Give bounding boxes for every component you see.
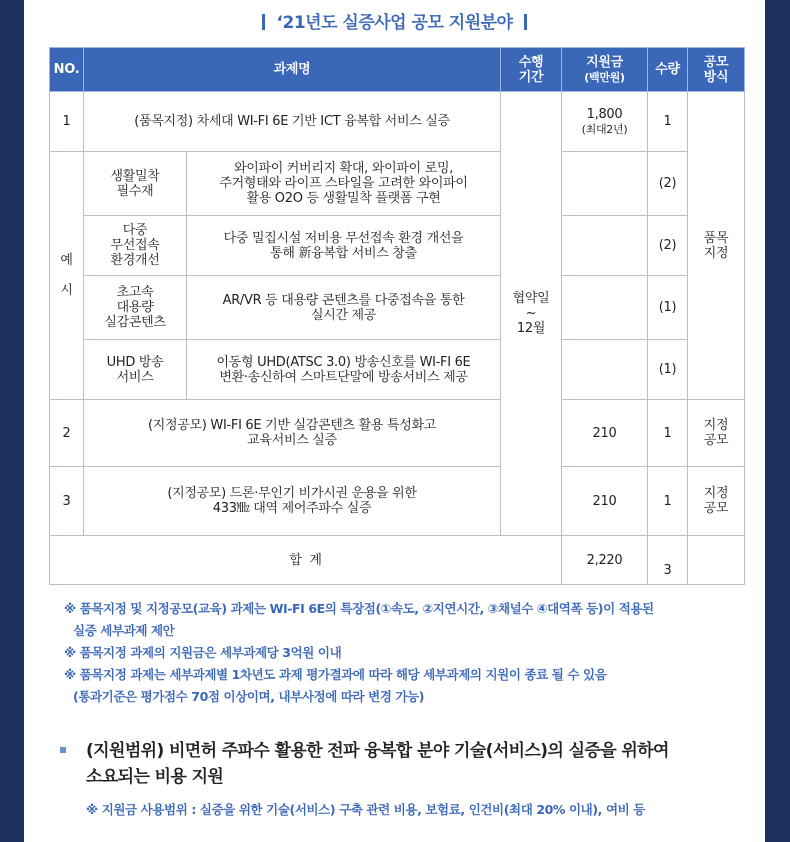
table-row xyxy=(50,467,745,536)
total-grant: 2,220 xyxy=(562,536,648,585)
row-task: (지정공모) WI-FI 6E 기반 실감콘텐츠 활용 특성화고 교육서비스 실증 xyxy=(84,400,501,467)
note-item: ※ 품목지정 과제는 세부과제별 1차년도 과제 평가결과에 따라 해당 세부과제의 지원이 종료 될 수 있음 (통과기준은 평가점수 70점 이상이며, 내부사정에 따라 변경 가능) xyxy=(64,667,607,704)
period-cell: 협약일 ~ 12월 xyxy=(501,92,562,536)
row-grant: 1,800 (최대2년) xyxy=(562,92,648,152)
example-grant xyxy=(562,216,648,276)
example-label: 예 시 xyxy=(50,152,84,400)
header-period: 수행 기간 xyxy=(501,48,562,92)
header-method: 공모 방식 xyxy=(688,48,745,92)
example-row xyxy=(50,276,745,340)
example-name: 생활밀착 필수재 xyxy=(84,152,187,216)
title-bar-left xyxy=(262,14,265,30)
note-item: ※ 품목지정 과제의 지원금은 세부과제당 3억원 이내 xyxy=(64,645,342,660)
example-desc: 와이파이 커버리지 확대, 와이파이 로밍, 주거형태와 라이프 스타일을 고려한 와이파이 활용 O2O 등 생활밀착 플랫폼 구현 xyxy=(187,152,501,216)
row-qty: 1 xyxy=(648,467,688,536)
total-qty: 3 xyxy=(648,536,688,585)
support-table xyxy=(49,47,745,585)
header-no: NO. xyxy=(50,48,84,92)
row-no: 2 xyxy=(50,400,84,467)
example-grant xyxy=(562,276,648,340)
example-grant xyxy=(562,152,648,216)
square-bullet-icon xyxy=(60,747,66,753)
total-label: 합 계 xyxy=(50,536,562,585)
section-title: ‘21년도 실증사업 공모 지원분야 xyxy=(24,8,765,33)
support-scope: (지원범위) 비면허 주파수 활용한 전파 융복합 분야 기술(서비스)의 실증을 위하여 소요되는 비용 지원 xyxy=(60,738,750,790)
header-task: 과제명 xyxy=(84,48,501,92)
example-row xyxy=(50,340,745,400)
document-sheet xyxy=(24,0,765,842)
row-task: (지정공모) 드론·무인기 비가시권 운용을 위한 433㎒ 대역 제어주파수 실증 xyxy=(84,467,501,536)
total-row xyxy=(50,536,745,585)
total-method xyxy=(688,536,745,585)
title-bar-right xyxy=(524,14,527,30)
example-desc: 다중 밀집시설 저비용 무선접속 환경 개선을 통해 新융복합 서비스 창출 xyxy=(187,216,501,276)
example-qty: (1) xyxy=(648,276,688,340)
row-method: 지정 공모 xyxy=(688,400,745,467)
notes-block xyxy=(64,598,754,708)
header-grant: 지원금 (백만원) xyxy=(562,48,648,92)
example-qty: (2) xyxy=(648,216,688,276)
example-qty: (2) xyxy=(648,152,688,216)
note-item: ※ 품목지정 및 지정공모(교육) 과제는 WI-FI 6E의 특장점(①속도, ②지연시간, ③채널수 ④대역폭 등)이 적용된 실증 세부과제 제안 xyxy=(64,601,654,638)
header-qty: 수량 xyxy=(648,48,688,92)
row-grant: 210 xyxy=(562,400,648,467)
row-qty: 1 xyxy=(648,400,688,467)
row-grant: 210 xyxy=(562,467,648,536)
row-method: 지정 공모 xyxy=(688,467,745,536)
method-cell: 품목 지정 xyxy=(688,92,745,400)
example-row xyxy=(50,152,745,216)
example-grant xyxy=(562,340,648,400)
row-no: 1 xyxy=(50,92,84,152)
row-no: 3 xyxy=(50,467,84,536)
scope-note: ※ 지원금 사용범위 : 실증을 위한 기술(서비스) 구축 관련 비용, 보험료, 인건비(최대 20% 이내), 여비 등 xyxy=(86,802,645,817)
row-qty: 1 xyxy=(648,92,688,152)
example-qty: (1) xyxy=(648,340,688,400)
example-name: 초고속 대용량 실감콘텐츠 xyxy=(84,276,187,340)
example-desc: AR/VR 등 대용량 콘텐츠를 다중접속을 통한 실시간 제공 xyxy=(187,276,501,340)
example-name: 다중 무선접속 환경개선 xyxy=(84,216,187,276)
header-row xyxy=(50,48,745,92)
row-task: (품목지정) 차세대 WI-FI 6E 기반 ICT 융복합 서비스 실증 xyxy=(84,92,501,152)
table-row xyxy=(50,400,745,467)
example-row xyxy=(50,216,745,276)
table-row xyxy=(50,92,745,152)
example-desc: 이동형 UHD(ATSC 3.0) 방송신호를 WI-FI 6E 변환·송신하여 스마트단말에 방송서비스 제공 xyxy=(187,340,501,400)
example-name: UHD 방송 서비스 xyxy=(84,340,187,400)
